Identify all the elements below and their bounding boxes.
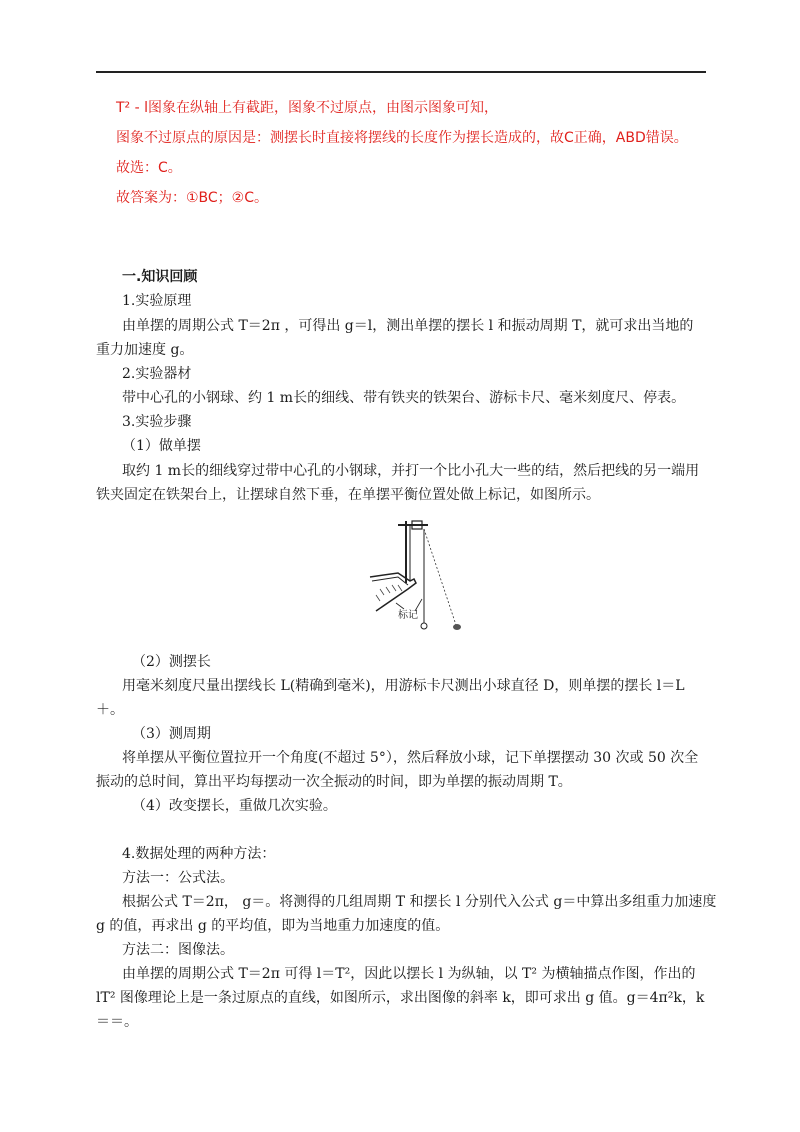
- section-2-para: 带中心孔的小钢球、约 1 m长的细线、带有铁夹的铁架台、游标卡尺、毫米刻度尺、停表。: [122, 390, 686, 406]
- method-1-para-line-1: 根据公式 T＝2π， g＝。将测得的几组周期 T 和摆长 l 分别代入公式 g＝中算出多组重力加速度: [122, 894, 717, 910]
- pendulum-bob: [421, 623, 427, 629]
- step-3-para-line-2: 振动的总时间，算出平均每摆动一次全振动的时间，即为单摆的振动周期 T。: [96, 774, 572, 790]
- section-1-para-line-1: 由单摆的周期公式 T＝2π ，可得出 g＝l，测出单摆的摆长 l 和振动周期 T，就可求出当地的: [122, 318, 694, 334]
- method-2-para-line-3: ＝＝。: [96, 1014, 138, 1030]
- step-3-title: （3）测周期: [132, 726, 211, 742]
- step-3-para-line-1: 将单摆从平衡位置拉开一个角度(不超过 5°），然后释放小球，记下单摆摆动 30 次或 50 次全: [122, 750, 699, 766]
- section-2-title: 2.实验器材: [122, 366, 192, 382]
- table-edge: [372, 577, 408, 585]
- method-1-para-line-2: g 的值，再求出 g 的平均值，即为当地重力加速度的值。: [96, 918, 450, 934]
- stand-base: [370, 573, 416, 611]
- step-1-title: （1）做单摆: [122, 438, 201, 454]
- answer-line-2: 图象不过原点的原因是：测摆长时直接将摆线的长度作为摆长造成的，故C正确，ABD错误。: [116, 130, 688, 146]
- pendulum-figure: [368, 515, 468, 633]
- section-heading: 一.知识回顾: [122, 269, 198, 285]
- label-pointer-2: [396, 603, 404, 609]
- section-3-title: 3.实验步骤: [122, 414, 192, 430]
- answer-line-4: 故答案为：①BC；②C。: [116, 190, 269, 206]
- answer-line-3: 故选：C。: [116, 160, 182, 176]
- step-2-para-line-1: 用毫米刻度尺量出摆线长 L(精确到毫米)，用游标卡尺测出小球直径 D，则单摆的摆长 l＝L: [122, 678, 685, 694]
- section-1-title: 1.实验原理: [122, 293, 192, 309]
- swing-path: [424, 529, 456, 625]
- step-1-para-line-2: 铁夹固定在铁架台上，让摆球自然下垂，在单摆平衡位置处做上标记，如图所示。: [96, 487, 600, 503]
- method-1-title: 方法一：公式法。: [122, 870, 234, 886]
- step-2-para-line-2: ＋。: [96, 702, 124, 718]
- header-rule: [96, 71, 706, 73]
- step-4-title: （4）改变摆长，重做几次实验。: [132, 798, 337, 814]
- step-1-para-line-1: 取约 1 m长的细线穿过带中心孔的小钢球，并打一个比小孔大一些的结，然后把线的另一端用: [122, 463, 700, 479]
- method-2-para-line-1: 由单摆的周期公式 T＝2π 可得 l＝T²，因此以摆长 l 为纵轴，以 T² 为横轴描点作图，作出的: [122, 966, 696, 982]
- displaced-bob: [453, 624, 461, 630]
- section-1-para-line-2: 重力加速度 g。: [96, 342, 194, 358]
- pendulum-diagram: [368, 515, 468, 633]
- method-2-title: 方法二：图像法。: [122, 942, 234, 958]
- answer-line-1: T² - l图象在纵轴上有截距，图象不过原点，由图示图象可知，: [116, 100, 499, 116]
- section-4-title: 4.数据处理的两种方法：: [122, 846, 276, 862]
- method-2-para-line-2: lT² 图像理论上是一条过原点的直线，如图所示，求出图像的斜率 k，即可求出 g 值。g＝4π²k，k: [96, 990, 705, 1006]
- mark-label: 标记: [398, 610, 418, 621]
- step-2-title: （2）测摆长: [132, 654, 211, 670]
